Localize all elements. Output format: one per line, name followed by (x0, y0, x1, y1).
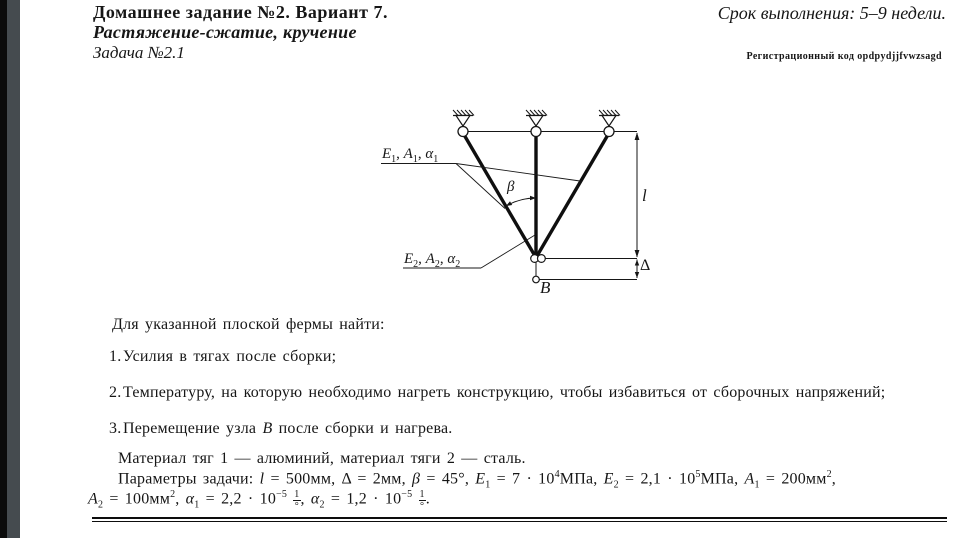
materials-note: Материал тяг 1 — алюминий, материал тяги 2 — сталь. (118, 450, 526, 467)
problem-number: Задача №2.1 (93, 43, 185, 62)
rod-left-incline (463, 133, 536, 257)
deadline-note: Срок выполнения: 5–9 недели. (717, 3, 946, 23)
registration-code: Регистрационный код opdpydjjfvwzsagd (746, 51, 942, 62)
beta-arc-arrow-left (506, 201, 512, 206)
delta-gap-label: Δ (640, 257, 651, 274)
rod-right-incline (536, 133, 609, 257)
assignment-subtitle: Растяжение-сжатие, кручение (93, 22, 357, 42)
task-item-1-number: 1. (109, 348, 122, 365)
l-dim-arrow-up (635, 133, 640, 141)
beta-angle-label: β (507, 179, 515, 195)
task-item-2 (109, 384, 885, 402)
task-item-2-number: 2. (109, 384, 122, 401)
rod2-leader-to-middle-rod (481, 235, 535, 268)
task-item-3-text: Перемещение узла B после сборки и нагрева. (123, 420, 453, 437)
node-b-label: B (540, 278, 551, 297)
rod1-properties-label: $E_1$, $A_1$, $\alpha_1$ (382, 146, 439, 165)
document-page (20, 0, 959, 538)
l-dim-arrow-down (635, 250, 640, 258)
parameters-line-2: $A_2 = 100мм^2$, $\alpha_1 = 2,2 \cdot 10^{-5}$ $\frac{1}{^\circ}$ , $\alpha_2 = 1,2 \cdot 10^{-5}$ $\frac{1}{^\circ}$ . (88, 489, 430, 513)
node-pin-right (538, 255, 546, 263)
parameters-line-1: Параметры задачи: l = 500мм, Δ = 2мм, β = 45°, $E_1 = 7 \cdot 10^4МПа$, $E_2 = 2,1 \cdot 10^5МПа$, $A_1 = 200мм^2$, (118, 469, 836, 491)
task-item-3 (109, 420, 453, 438)
length-l-label: l (642, 186, 647, 205)
task-item-1 (109, 348, 336, 366)
delta-dim-arrow-down (635, 272, 639, 278)
point-b-pin (533, 276, 540, 283)
assignment-title: Домашнее задание №2. Вариант 7. (93, 2, 388, 22)
rod2-properties-label: $E_2$, $A_2$, $\alpha_2$ (404, 251, 461, 270)
viewer-edge-dark (0, 0, 7, 538)
task-item-1-text: Усилия в тягах после сборки; (123, 348, 337, 365)
footer-double-rule (92, 517, 947, 522)
task-item-2-text: Температуру, на которую необходимо нагреть конструкцию, чтобы избавиться от сборочных напряжений; (123, 384, 886, 401)
task-item-3-number: 3. (109, 420, 122, 437)
viewer-edge-gray (7, 0, 20, 538)
rod1-leader-to-left-rod (456, 164, 505, 209)
task-intro: Для указанной плоской фермы найти: (112, 316, 385, 333)
rod1-leader-to-right-rod (456, 164, 580, 182)
delta-dim-arrow-up (635, 260, 639, 266)
